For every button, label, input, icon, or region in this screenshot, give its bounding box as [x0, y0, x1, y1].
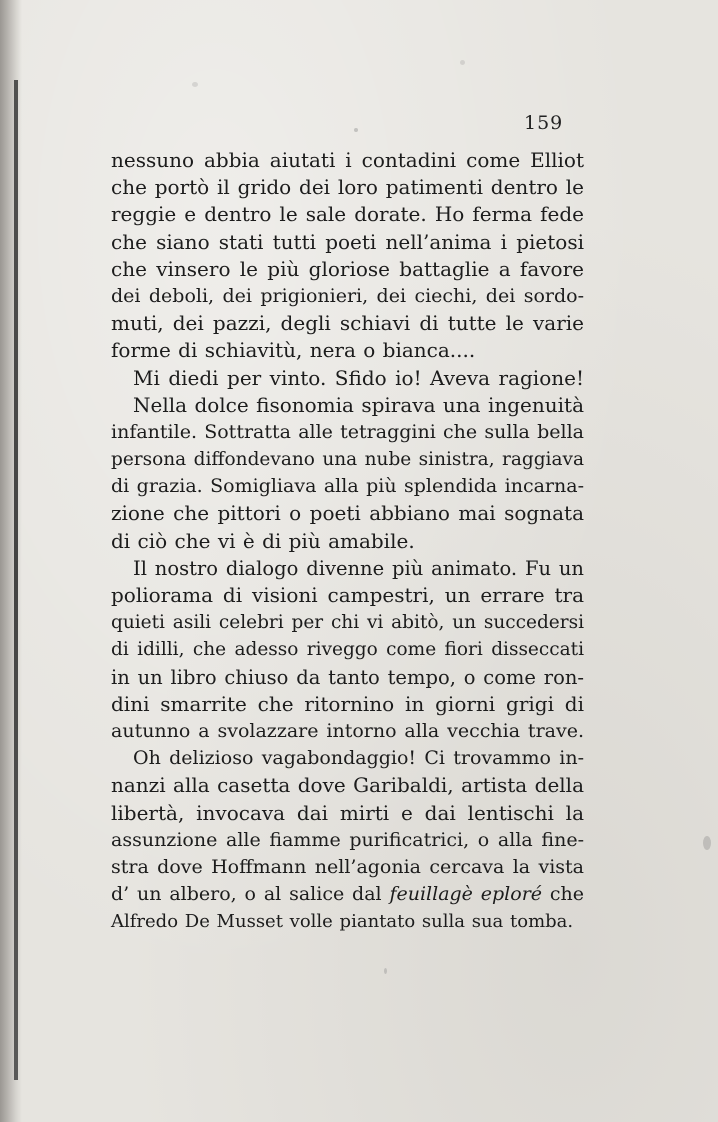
body-text [111, 147, 584, 935]
paper-speck [384, 968, 387, 974]
text-line: forme di schiavitù, nera o bianca.... [111, 338, 476, 363]
text-line: Alfredo De Musset volle piantato sulla sua tomba. [111, 911, 574, 933]
text-line: autunno a svolazzare intorno alla vecchia trave. [111, 719, 584, 742]
paragraph-first-line: Mi diedi per vinto. Sfido io! Aveva ragione! [133, 365, 584, 390]
paragraph-first-line: Nella dolce fisonomia spirava una ingenuità [133, 392, 584, 417]
paper-speck [192, 82, 198, 87]
paragraph-first-line: Oh delizioso vagabondaggio! Ci trovammo in- [133, 747, 584, 770]
text-line: nanzi alla casetta dove Garibaldi, artista della [111, 773, 584, 798]
text-line: nessuno abbia aiutati i contadini come Elliot [111, 148, 584, 172]
text-line: di grazia. Somigliava alla più splendida incarna- [111, 475, 584, 498]
text-line: poliorama di visioni campestri, un errare tra [111, 583, 584, 607]
text-line: che portò il grido dei loro patimenti dentro le [111, 175, 584, 200]
text-segment: che [549, 883, 584, 906]
text-line: quieti asili celebri per chi vi abitò, un succedersi [111, 612, 584, 634]
text-line: persona diffondevano una nube sinistra, raggiava [111, 449, 584, 471]
text-line: dei deboli, dei prigionieri, dei ciechi, dei sordo- [111, 284, 584, 307]
italic-phrase: feuillagè eploré [389, 883, 543, 906]
text-line: zione che pittori o poeti abbiano mai sognata [111, 501, 584, 526]
page-binding-shadow [14, 80, 18, 1080]
text-line-with-italic [111, 881, 584, 908]
text-line: reggie e dentro le sale dorate. Ho ferma fede [111, 202, 584, 227]
text-line: di idilli, che adesso riveggo come fiori disseccati [111, 639, 584, 661]
paper-speck [703, 836, 711, 850]
text-line: libertà, invocava dai mirti e dai lentischi la [111, 800, 584, 825]
text-line: dini smarrite che ritornino in giorni grigi di [111, 691, 584, 716]
paper-speck [354, 128, 358, 132]
text-line: stra dove Hoffmann nell’agonia cercava la vista [111, 855, 584, 878]
text-line: infantile. Sottratta alle tetraggini che sulla bella [111, 420, 584, 443]
text-line: che vinsero le più gloriose battaglie a favore [111, 256, 584, 281]
text-segment: d’ un albero, o al salice dal [111, 883, 382, 906]
text-line: assunzione alle fiamme purificatrici, o alla fine- [111, 828, 584, 851]
page-binding-edge [0, 0, 22, 1122]
page-number: 159 [524, 112, 564, 134]
text-line: che siano stati tutti poeti nell’anima i pietosi [111, 229, 584, 254]
text-line: muti, dei pazzi, degli schiavi di tutte le varie [111, 311, 584, 336]
paper-speck [460, 60, 465, 65]
text-line: in un libro chiuso da tanto tempo, o come ron- [111, 665, 584, 689]
paragraph-first-line: Il nostro dialogo divenne più animato. Fu un [133, 556, 584, 580]
text-line: di ciò che vi è di più amabile. [111, 528, 415, 553]
